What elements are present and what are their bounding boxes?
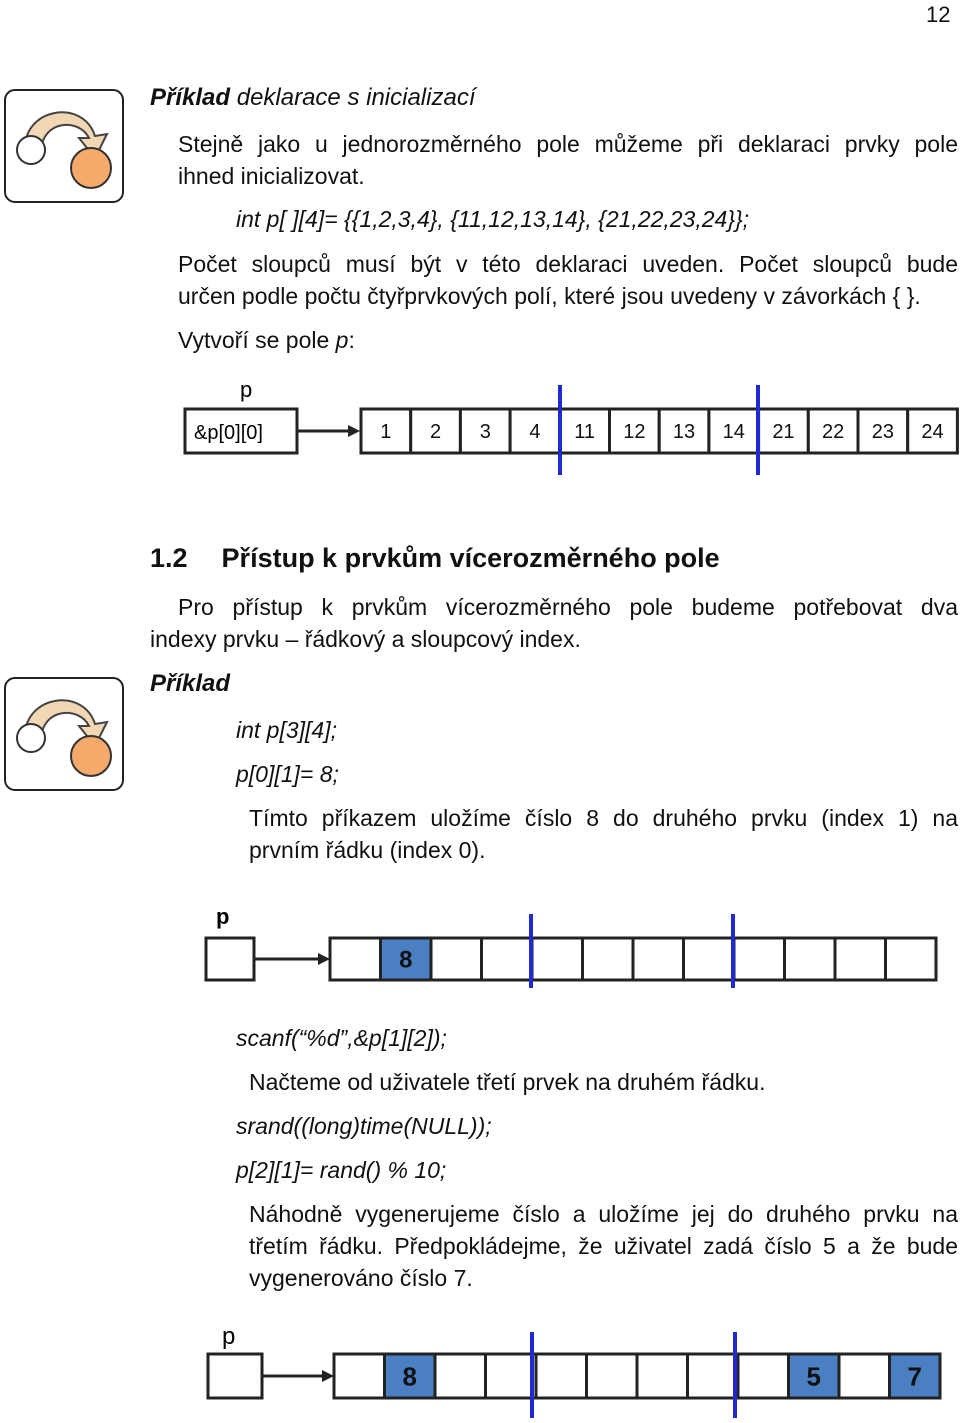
heading-bold: Příklad (150, 84, 231, 111)
expl3-line2: třetím řádku. Předpokládejme, že uživatel zadá číslo 5 a že bude (249, 1233, 958, 1259)
page-number: 12 (926, 2, 951, 27)
pointer-name-3: p (222, 1323, 236, 1350)
heading-rest: deklarace s inicializací (230, 84, 476, 111)
example-arrow-icon (3, 88, 125, 204)
array-cells-3 (334, 1354, 940, 1398)
array3-cell-7 (688, 1354, 739, 1398)
array1-cell-value-4: 11 (574, 421, 596, 444)
code-declaration: int p[ ][4]= {{1,2,3,4}, {11,12,13,14}, {21,22,23,24}}; (236, 206, 750, 232)
pointer-value-1: &p[0][0] (194, 422, 263, 444)
array3-cell-2 (435, 1354, 486, 1398)
array3-cell-value-1: 8 (402, 1361, 417, 1392)
array3-cell-3 (486, 1354, 537, 1398)
array2-cell-3 (482, 938, 533, 980)
array2-cell-9 (785, 938, 836, 980)
expl1-line1: Tímto příkazem uložíme číslo 8 do druhého prvku (index 1) na (249, 805, 958, 831)
code-srand: srand((long)time(NULL)); (236, 1113, 492, 1139)
example-arrow-icon-2 (3, 676, 125, 792)
section-number: 1.2 (150, 543, 188, 573)
pointer-arrowhead-2 (318, 953, 330, 965)
vytvori-line (178, 324, 355, 356)
array2-cell-7 (684, 938, 735, 980)
para1-line2: ihned inicializovat. (178, 163, 365, 189)
array-diagram-1 (0, 375, 960, 480)
array2-cell-value-1: 8 (399, 946, 413, 974)
array3-cell-5 (587, 1354, 638, 1398)
example-label: Příklad (150, 670, 231, 697)
array3-cell-10 (839, 1354, 890, 1398)
array3-cell-0 (334, 1354, 385, 1398)
array2-cell-8 (734, 938, 785, 980)
expl3-line1: Náhodně vygenerujeme číslo a uložíme jej do druhého prvku na (249, 1201, 958, 1227)
array1-cell-value-9: 22 (822, 421, 845, 444)
array1-cell-value-0: 1 (380, 421, 392, 444)
array3-cell-4 (536, 1354, 587, 1398)
array2-cell-2 (431, 938, 482, 980)
pointer-box-3 (208, 1354, 262, 1398)
array1-cell-value-8: 21 (772, 421, 795, 444)
array1-cell-value-1: 2 (429, 421, 442, 444)
vytvori-text: Vytvoří se pole (178, 327, 336, 353)
section-title: Přístup k prvkům vícerozměrného pole (221, 543, 720, 573)
array2-cell-11 (886, 938, 937, 980)
vytvori-colon: : (348, 327, 355, 353)
array3-cell-8 (738, 1354, 789, 1398)
para2-line1: Počet sloupců musí být v této deklaraci uveden. Počet sloupců bude (178, 251, 958, 277)
pointer-box-2 (206, 938, 254, 980)
expl2: Načteme od uživatele třetí prvek na druhém řádku. (249, 1069, 766, 1095)
array2-cell-4 (532, 938, 583, 980)
code-rand: p[2][1]= rand() % 10; (236, 1157, 447, 1183)
array2-cell-6 (633, 938, 684, 980)
pointer-arrowhead-1 (348, 425, 360, 437)
expl3-line3: vygenerováno číslo 7. (249, 1265, 473, 1291)
code-assign-8: p[0][1]= 8; (236, 761, 339, 787)
array1-cell-value-10: 23 (871, 421, 894, 444)
array1-cell-value-3: 4 (529, 421, 541, 444)
para2-line2: určen podle počtu čtyřprvkových polí, které jsou uvedeny v závorkách { }. (178, 283, 921, 309)
vytvori-var: p (335, 327, 349, 353)
pointer-name-1: p (240, 377, 253, 402)
array1-cell-value-6: 13 (672, 421, 696, 444)
array-cells-1 (361, 409, 957, 453)
array3-cell-value-9: 5 (806, 1361, 821, 1392)
array2-cell-10 (835, 938, 886, 980)
para3-line1: Pro přístup k prvkům vícerozměrného pole budeme potřebovat dva (178, 594, 958, 620)
array1-cell-value-11: 24 (921, 421, 944, 444)
array2-cell-5 (583, 938, 634, 980)
array-diagram-2 (0, 900, 960, 990)
example-heading (150, 82, 475, 114)
array-cells-2 (330, 938, 936, 980)
code-scanf: scanf(“%d”,&p[1][2]); (236, 1025, 447, 1051)
expl1-line2: prvním řádku (index 0). (249, 837, 486, 863)
array1-cell-value-2: 3 (479, 421, 491, 444)
code-int-p34: int p[3][4]; (236, 717, 338, 743)
array1-cell-value-5: 12 (623, 421, 646, 444)
para3-line2: indexy prvku – řádkový a sloupcový index. (150, 626, 581, 652)
section-heading (150, 543, 720, 574)
array1-cell-value-7: 14 (722, 421, 745, 444)
para1-line1: Stejně jako u jednorozměrného pole můžeme při deklaraci prvky pole (178, 131, 958, 157)
array3-cell-value-11: 7 (907, 1361, 922, 1392)
array3-cell-6 (637, 1354, 688, 1398)
array-diagram-3 (0, 1318, 960, 1423)
pointer-name-2: p (216, 904, 230, 929)
array2-cell-0 (330, 938, 381, 980)
pointer-arrowhead-3 (322, 1370, 334, 1382)
